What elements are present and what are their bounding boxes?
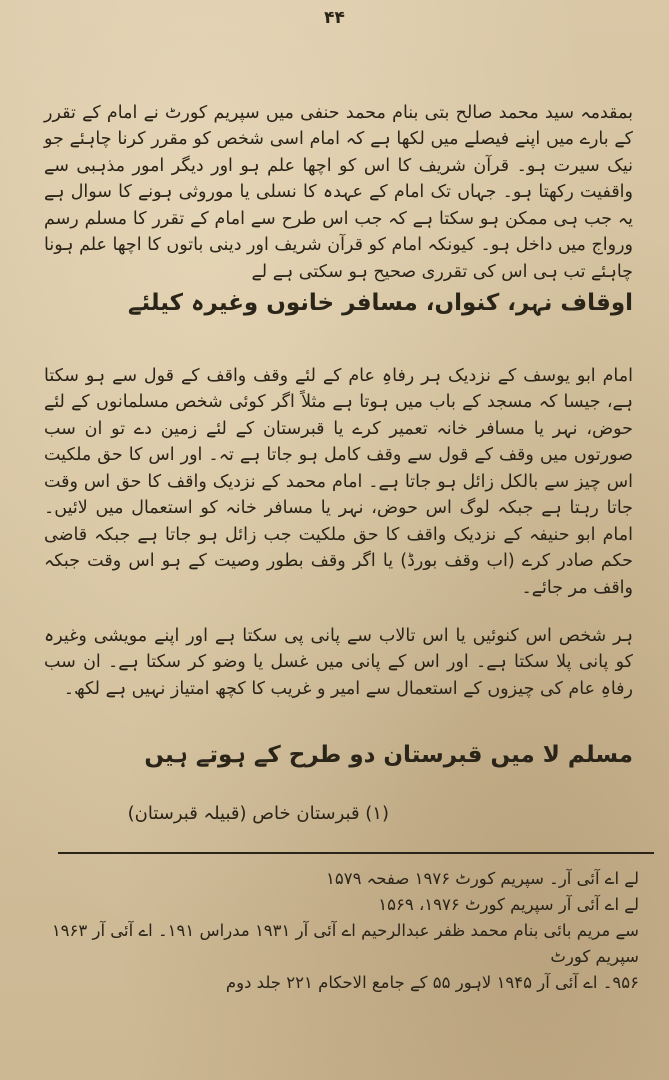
footnote-1: لے اے آئی آر۔ سپریم کورٹ ۱۹۷۶ صفحہ ۱۵۷۹ bbox=[325, 869, 639, 888]
graveyard-type-item: (۱) قبرستان خاص (قبیلہ قبرستان) bbox=[127, 803, 389, 824]
heading-graveyards: مسلم لا میں قبرستان دو طرح کے ہوتے ہیں bbox=[144, 742, 633, 768]
footnote-3-continued: ۹۵۶۔ اے آئی آر ۱۹۴۵ لاہور ۵۵ کے جامع الاحکام ۲۲۱ جلد دوم bbox=[225, 973, 639, 992]
paragraph-water-use: ہر شخص اس کنوئیں یا اس تالاب سے پانی پی سکتا ہے اور اپنے مویشی وغیرہ کو پانی پلا سکتا ہے۔ اور اس کے پانی میں غسل یا وضو کر سکتا ہے۔ ان سب رفاہِ عام کی چیزوں کے استعمال سے امیر و غریب کا کچھ امتیاز نہیں ہے لکھ۔ bbox=[44, 625, 633, 699]
footnotes bbox=[30, 866, 639, 996]
paragraph-imam-appointment: بمقدمہ سید محمد صالح بتی بنام محمد حنفی میں سپریم کورٹ نے امام کے تقرر کے بارے میں اپنے فیصلے میں لکھا ہے کہ امام اسی شخص کو مقرر کرنا چاہئے جو نیک سیرت ہو۔ قرآن شریف کا اس کو اچھا علم ہو اور دیگر امور مذہبی سے واقفیت رکھتا ہو۔ جہاں تک امام کے عہدہ کا نسلی یا موروثی ہونے کا سوال ہے یہ جب ہی ممکن ہو سکتا ہے کہ جب اس طرح سے امام کے تقرر کا مسلم رسم ورواج میں داخل ہو۔ کیونکہ امام کو قرآن شریف اور دینی باتوں کا اچھا علم ہونا چاہئے تب ہی اس کی تقرری صحیح ہو سکتی ہے لے bbox=[44, 102, 633, 282]
footnote-divider bbox=[58, 852, 654, 854]
paragraph-public-endowments: امام ابو یوسف کے نزدیک ہر رفاہِ عام کے لئے وقف واقف کے قول سے ہو سکتا ہے، جیسا کہ مسجد کے باب میں ہوتا ہے مثلاً اگر کوئی شخص مسلمانوں کے لئے حوض، نہر یا مسافر خانہ تعمیر کرے یا قبرستان کے لئے زمین دے تو ان سب صورتوں میں وقف کے قول سے وقف کامل ہو جاتا ہے تہ۔ اور اس کا حق ملکیت اس چیز سے بالکل زائل ہو جاتا ہے۔ امام محمد کے نزدیک واقف کا حق اس وقت جاتا رہتا ہے جبکہ لوگ اس حوض، نہر یا مسافر خانہ کو استعمال میں لائیں۔ امام ابو حنیفہ کے نزدیک واقف کا حق ملکیت جب زائل ہو جاتا ہے جبکہ قاضی حکم صادر کرے (اب وقف بورڈ) یا اگر وقف بطور وصیت کے ہو اس وقت جبکہ واقف مر جائے۔ bbox=[44, 365, 633, 598]
footnote-2: لے اے آئی آر سپریم کورٹ ۱۹۷۶، ۱۵۶۹ bbox=[378, 895, 639, 914]
page-number: ۴۴ bbox=[324, 8, 345, 28]
heading-endowments: اوقاف نہر، کنواں، مسافر خانوں وغیرہ کیلئے bbox=[128, 290, 633, 316]
footnote-3: سے مریم بائی بنام محمد ظفر عبدالرحیم اے آئی آر ۱۹۳۱ مدراس ۱۹۱۔ اے آئی آر ۱۹۶۳ سپریم کورٹ bbox=[51, 921, 639, 966]
